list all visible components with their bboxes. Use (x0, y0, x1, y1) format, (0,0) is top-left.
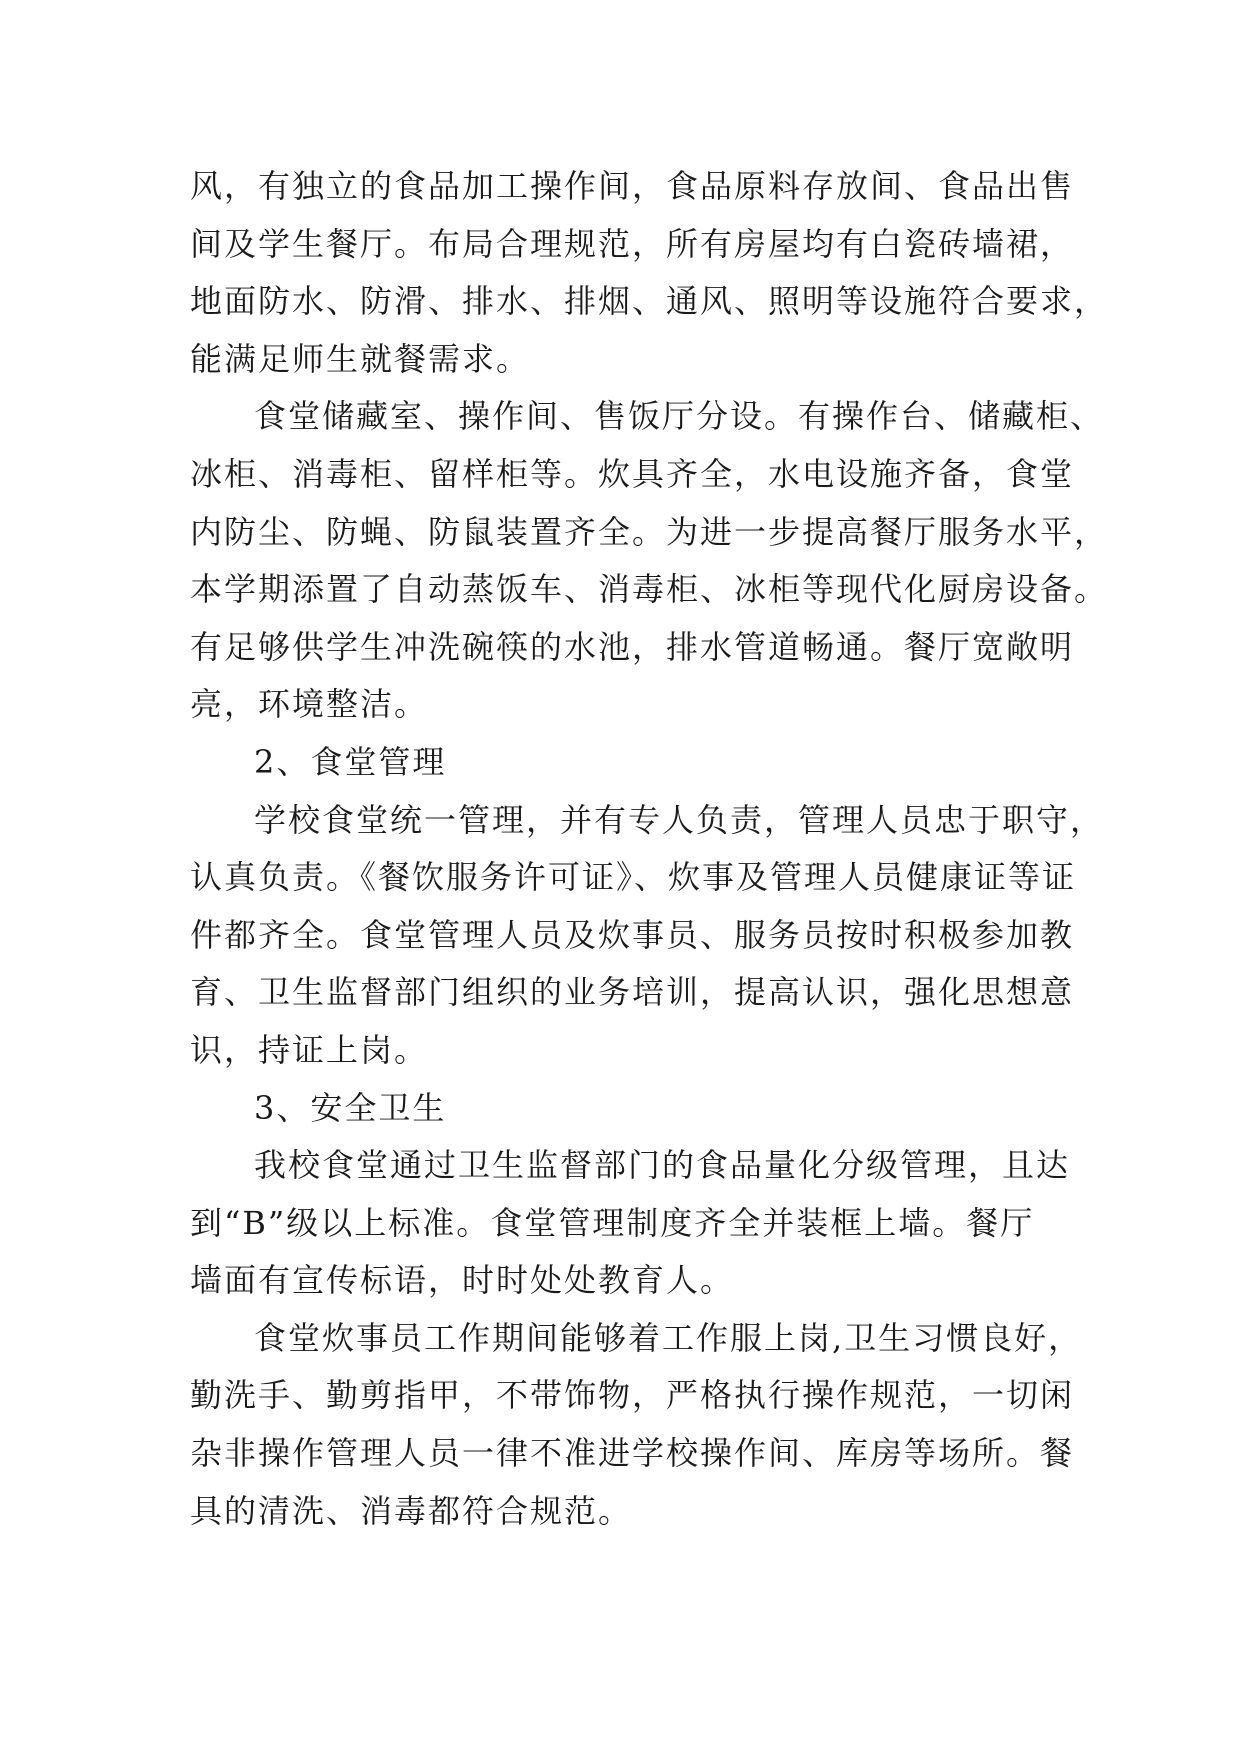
text-line: 墙面有宣传标语，时时处处教育人。 (190, 1261, 735, 1300)
text-line: 识，持证上岗。 (190, 1030, 429, 1069)
text-line: 本学期添置了自动蒸饭车、消毒柜、冰柜等现代化厨房设备。 (190, 570, 1109, 609)
paragraph (190, 1310, 1083, 1540)
text-line: 能满足师生就餐需求。 (190, 339, 531, 378)
text-line: 亮，环境整洁。 (190, 685, 429, 724)
text-line: 件都齐全。食堂管理人员及炊事员、服务员按时积极参加教 (190, 915, 1075, 954)
text-line: 勤洗手、勤剪指甲，不带饰物，严格执行操作规范，一切闲 (190, 1376, 1075, 1415)
text-line: 3、安全卫生 (254, 1088, 447, 1127)
text-line: 认真负责。《餐饮服务许可证》、炊事及管理人员健康证等证 (190, 858, 1077, 897)
text-line: 到“B”级以上标准。食堂管理制度齐全并装框上墙。餐厅 (190, 1203, 1035, 1242)
text-line: 具的清洗、消毒都符合规范。 (190, 1491, 633, 1530)
text-line: 2、食堂管理 (254, 742, 447, 781)
paragraph (190, 792, 1105, 1080)
text-line: 食堂炊事员工作期间能够着工作服上岗,卫生习惯良好， (254, 1318, 1083, 1357)
text-line: 育、卫生监督部门组织的业务培训，提高认识，强化思想意 (190, 973, 1075, 1012)
paragraph (190, 388, 1109, 734)
text-line: 学校食堂统一管理，并有专人负责，管理人员忠于职守， (254, 800, 1105, 839)
text-line: 间及学生餐厅。布局合理规范，所有房屋均有白瓷砖墙裙， (190, 224, 1075, 263)
text-line: 我校食堂通过卫生监督部门的食品量化分级管理，且达 (254, 1146, 1071, 1185)
document-body (190, 158, 1109, 1540)
paragraph (190, 1080, 1070, 1138)
text-line: 有足够供学生冲洗碗筷的水池，排水管道畅通。餐厅宽敞明 (190, 627, 1075, 666)
text-line: 风，有独立的食品加工操作间，食品原料存放间、食品出售 (190, 167, 1075, 205)
paragraph (190, 1137, 1070, 1310)
paragraph (190, 158, 1109, 388)
text-line: 食堂储藏室、操作间、售饭厅分设。有操作台、储藏柜、 (254, 397, 1105, 436)
text-line: 冰柜、消毒柜、留样柜等。炊具齐全，水电设施齐备，食堂 (190, 454, 1075, 493)
paragraph (190, 734, 1070, 792)
text-line: 内防尘、防蝇、防鼠装置齐全。为进一步提高餐厅服务水平， (190, 512, 1109, 551)
text-line: 杂非操作管理人员一律不准进学校操作间、库房等场所。餐 (190, 1434, 1075, 1473)
text-line: 地面防水、防滑、排水、排烟、通风、照明等设施符合要求， (190, 282, 1109, 321)
